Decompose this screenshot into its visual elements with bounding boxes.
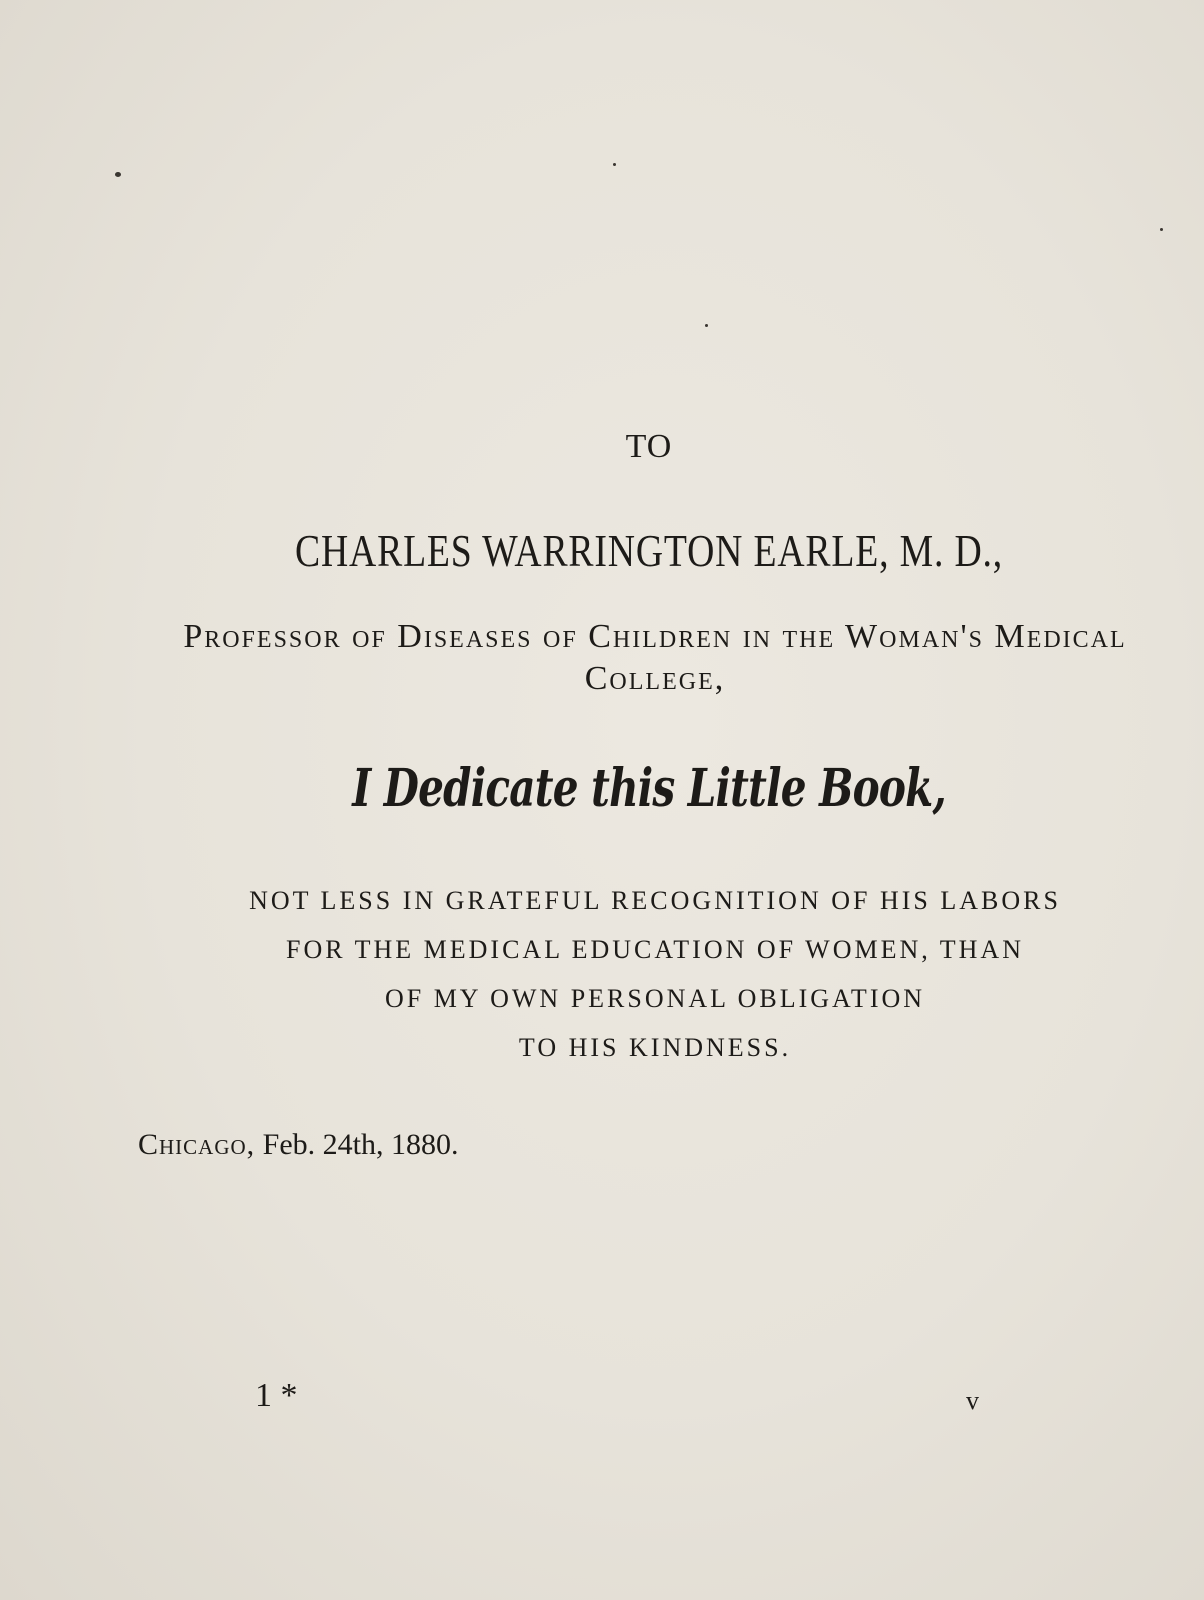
reason-line: FOR THE MEDICAL EDUCATION OF WOMEN, THAN	[286, 935, 1024, 964]
place: Chicago,	[138, 1128, 256, 1161]
paper-speck	[1160, 228, 1163, 231]
date: Feb. 24th, 1880.	[262, 1128, 459, 1161]
reason-line: TO HIS KINDNESS.	[518, 1033, 792, 1062]
dedication-phrase: I Dedicate this Little Book,	[352, 758, 946, 819]
paper-speck	[613, 163, 616, 166]
signature-mark: 1 *	[255, 1377, 298, 1414]
paper-speck	[115, 172, 121, 177]
reason-line: NOT LESS IN GRATEFUL RECOGNITION OF HIS LABORS	[249, 886, 1061, 915]
page-number: v	[966, 1386, 979, 1415]
dedication-to: TO	[625, 428, 673, 465]
dedicatee-name: CHARLES WARRINGTON EARLE, M. D.,	[294, 525, 1004, 576]
dedication-reason	[160, 876, 1150, 1072]
dedicatee-title: Professor of Diseases of Children in the Woman's Medical College,	[183, 618, 1127, 697]
paper-speck	[705, 324, 708, 327]
place-and-date	[138, 1128, 459, 1162]
reason-line: OF MY OWN PERSONAL OBLIGATION	[384, 984, 926, 1013]
